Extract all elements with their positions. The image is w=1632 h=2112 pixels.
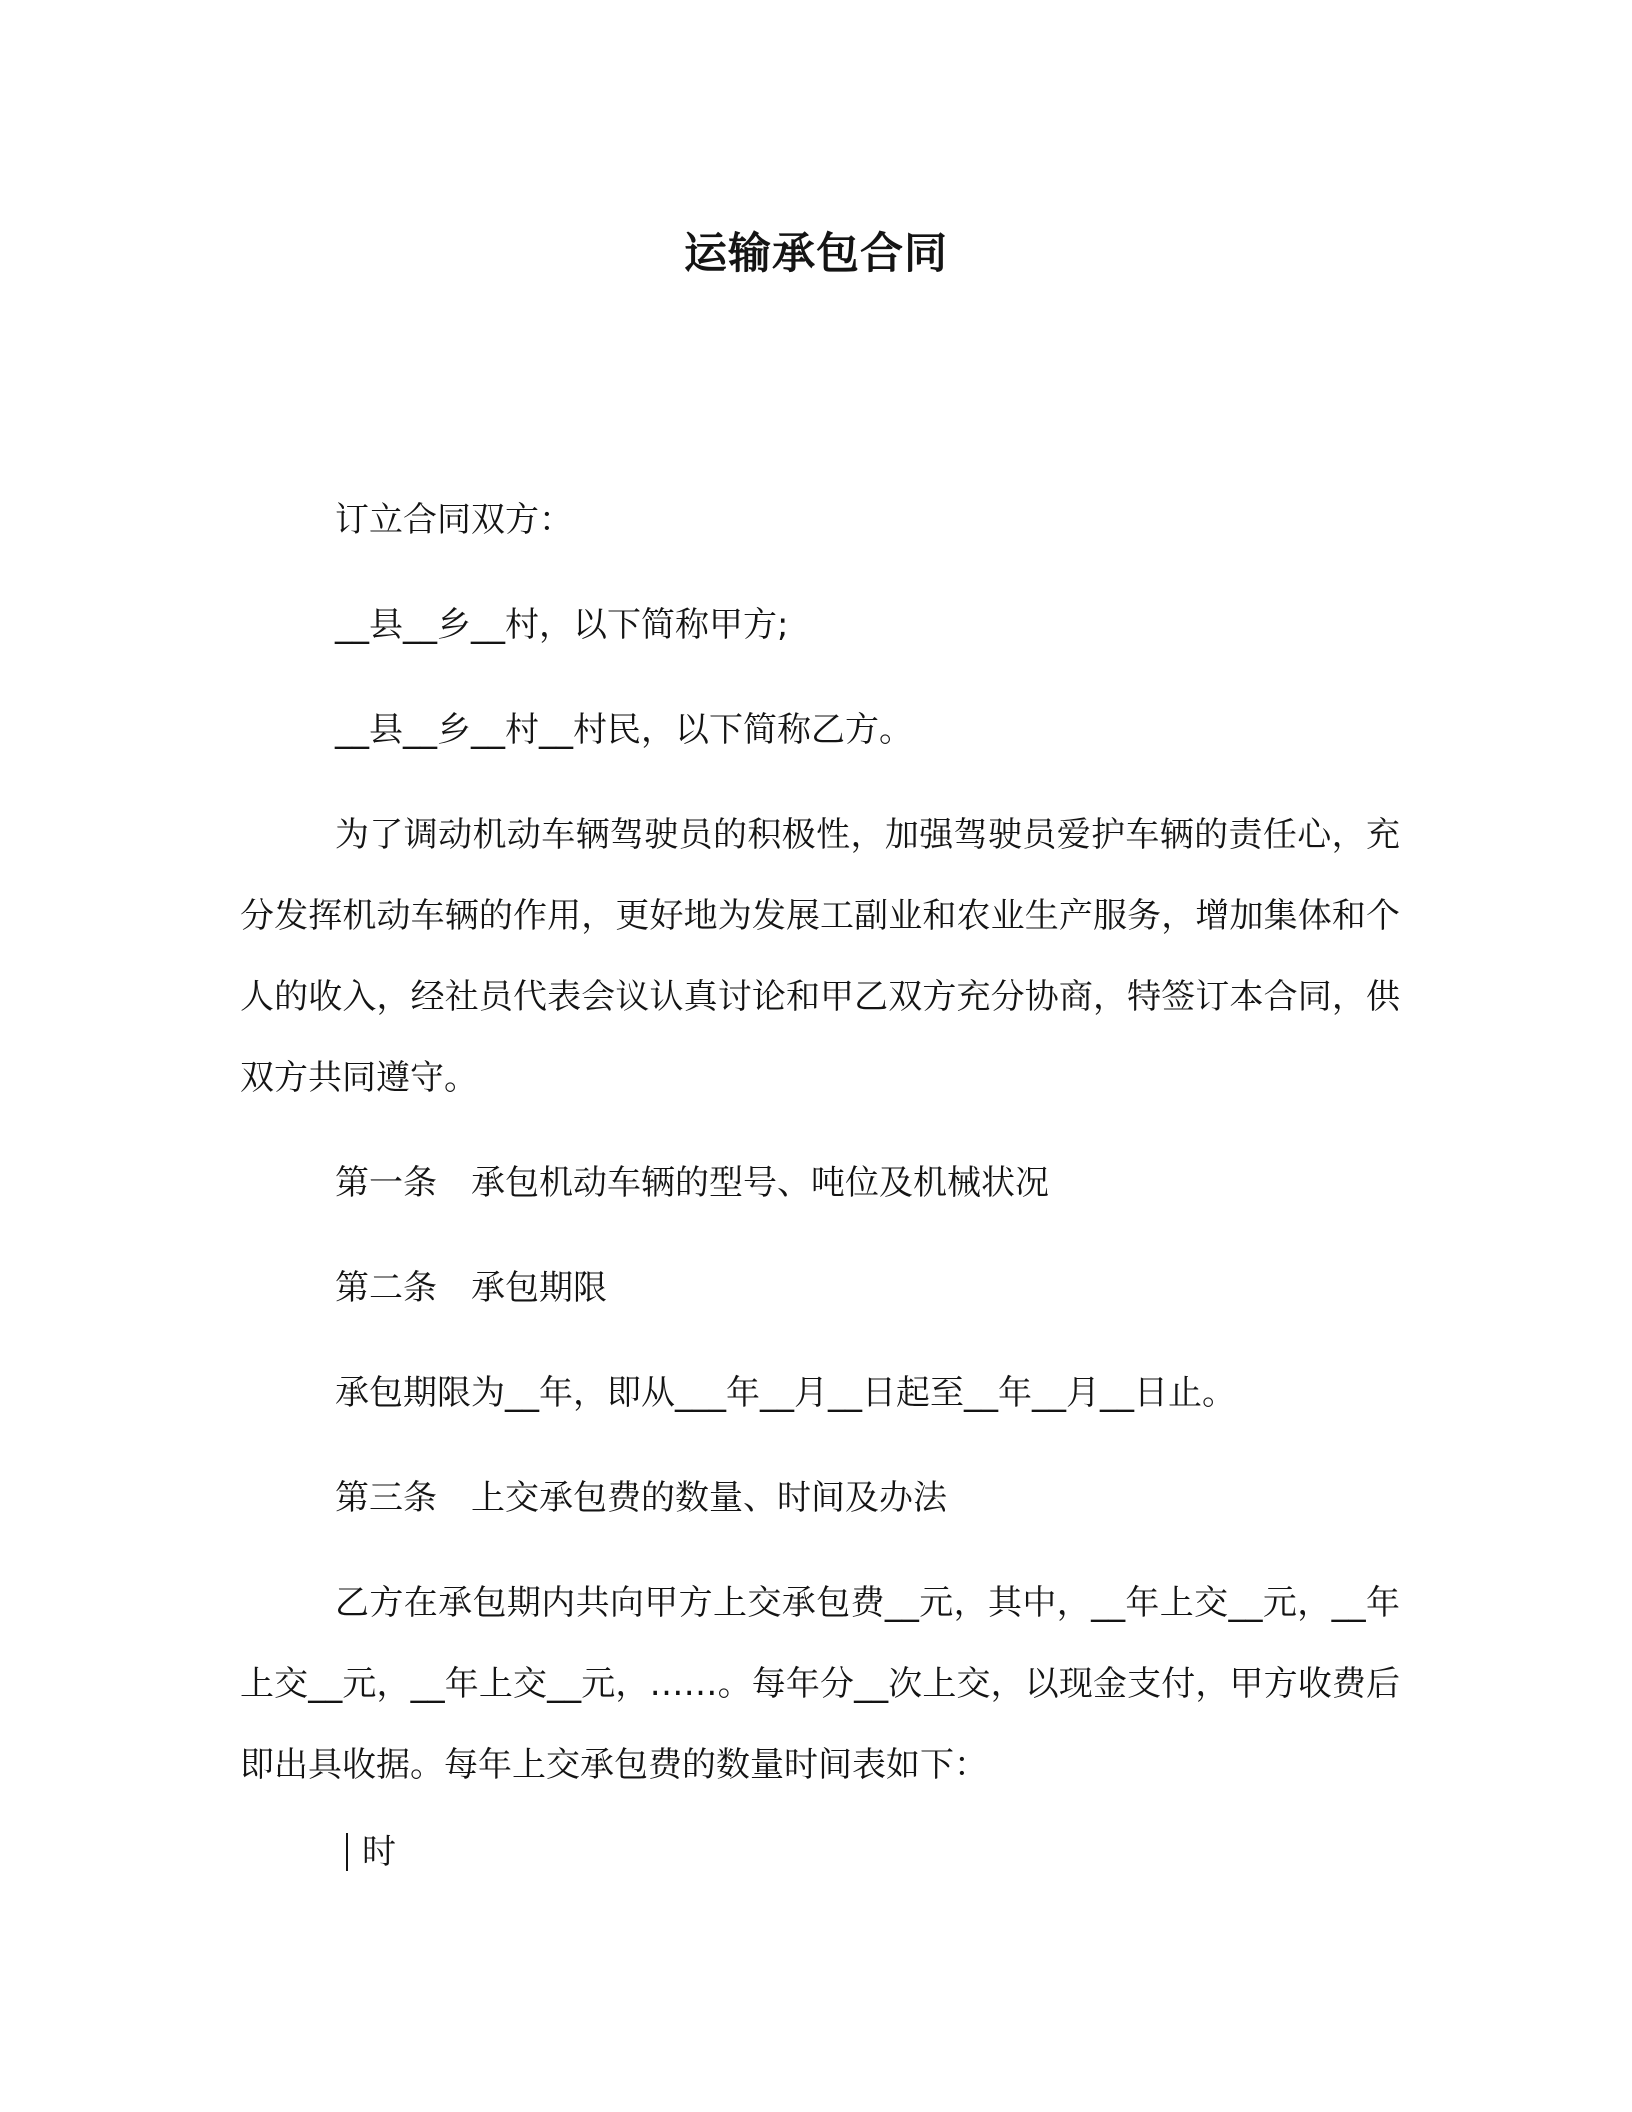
article-3-heading: 第三条 上交承包费的数量、时间及办法 <box>335 1478 947 1518</box>
table-border-line <box>346 1833 348 1871</box>
paragraph-party-b: __县__乡__村__村民，以下简称乙方。 <box>335 710 913 750</box>
document-title: 运输承包合同 <box>684 229 948 279</box>
article-1-heading: 第一条 承包机动车辆的型号、吨位及机械状况 <box>335 1163 1049 1203</box>
article-2-heading: 第二条 承包期限 <box>335 1268 607 1308</box>
paragraph-purpose: 为了调动机动车辆驾驶员的积极性，加强驾驶员爱护车辆的责任心，充分发挥机动车辆的作用，更好地为发展工副业和农业生产服务，增加集体和个人的收入，经社员代表会议认真讨论和甲乙双方充分协商，特签订本合同，供双方共同遵守。 <box>240 815 1400 1098</box>
paragraph-party-a: __县__乡__村，以下简称甲方; <box>335 605 789 645</box>
paragraph-parties-intro: 订立合同双方： <box>335 500 573 540</box>
document-body <box>240 480 1400 1830</box>
paragraph-fee-payment: 乙方在承包期内共向甲方上交承包费__元，其中，__年上交__元，__年上交__元，__年上交__元，……。每年分__次上交，以现金支付，甲方收费后即出具收据。每年上交承包费的数量时间表如下： <box>240 1583 1400 1785</box>
table-fragment <box>346 1822 396 1882</box>
paragraph-contract-term: 承包期限为__年，即从___年__月__日起至__年__月__日止。 <box>335 1373 1236 1413</box>
table-cell-text: 时 <box>362 1832 396 1872</box>
